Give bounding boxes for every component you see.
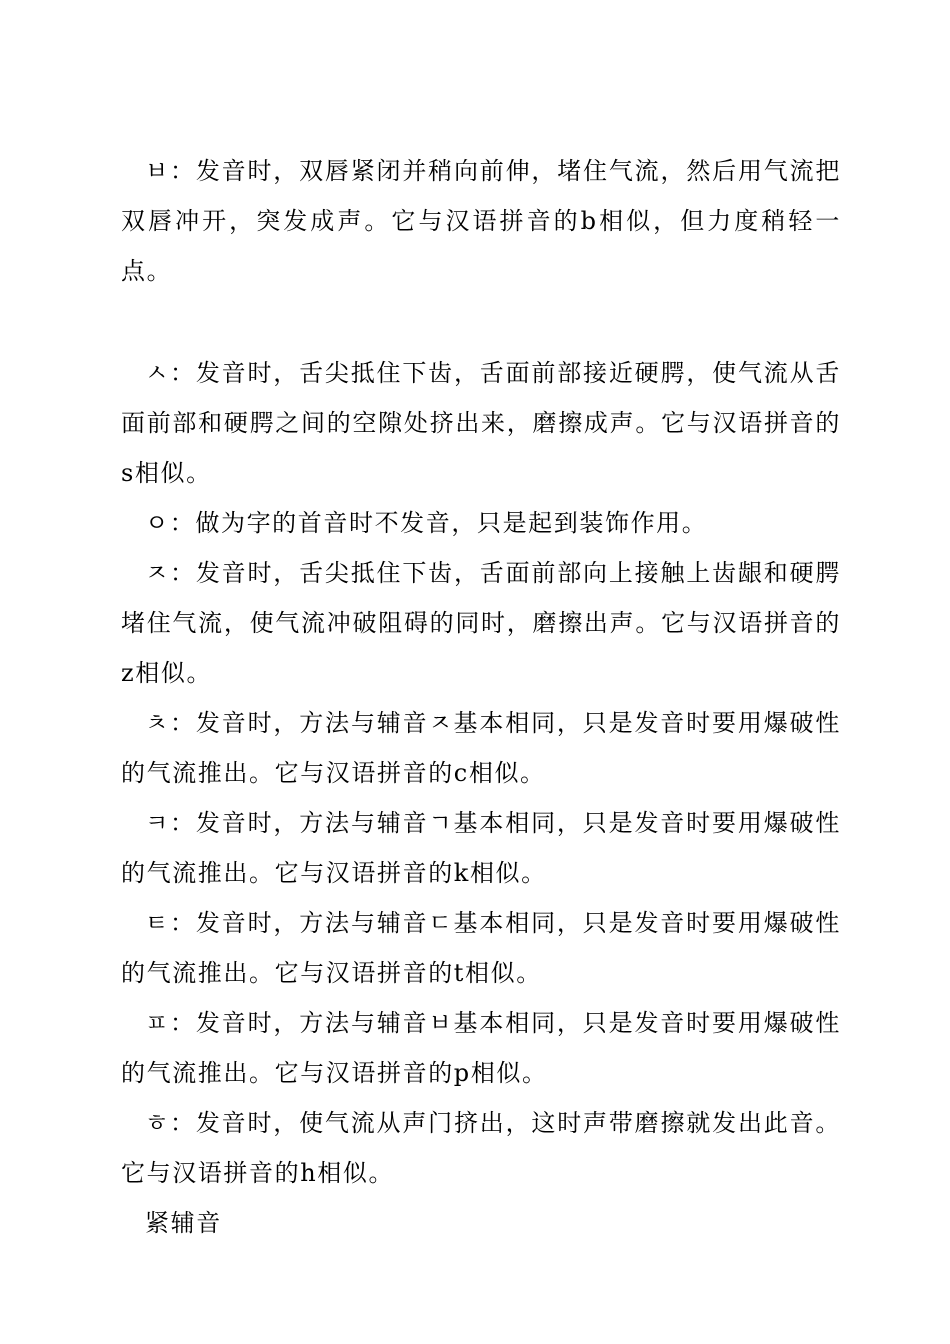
paragraph-consonant-h: ㅎ：发音时，使气流从声门挤出，这时声带磨擦就发出此音。它与汉语拼音的h相似。 — [121, 1109, 841, 1187]
paragraph-consonant-ng: ㅇ：做为字的首音时不发音，只是起到装饰作用。 — [145, 509, 708, 537]
paragraph-consonant-b: ㅂ：发音时，双唇紧闭并稍向前伸，堵住气流，然后用气流把双唇冲开，突发成声。它与汉语拼音的b相似，但力度稍轻一点。 — [121, 157, 841, 285]
paragraph-consonant-k: ㅋ：发音时，方法与辅音ㄱ基本相同，只是发音时要用爆破性的气流推出。它与汉语拼音的k相似。 — [121, 809, 841, 887]
document-body — [121, 146, 841, 1248]
paragraph-consonant-j: ㅈ：发音时，舌尖抵住下齿，舌面前部向上接触上齿龈和硬腭堵住气流，使气流冲破阻碍的同时，磨擦出声。它与汉语拼音的z相似。 — [121, 559, 841, 687]
paragraph-consonant-s: ㅅ：发音时，舌尖抵住下齿，舌面前部接近硬腭，使气流从舌面前部和硬腭之间的空隙处挤出来，磨擦成声。它与汉语拼音的s相似。 — [121, 359, 841, 487]
paragraph-consonant-t: ㅌ：发音时，方法与辅音ㄷ基本相同，只是发音时要用爆破性的气流推出。它与汉语拼音的t相似。 — [121, 909, 841, 987]
paragraph-consonant-ch: ㅊ：发音时，方法与辅音ㅈ基本相同，只是发音时要用爆破性的气流推出。它与汉语拼音的c相似。 — [121, 709, 841, 787]
paragraph-consonant-p: ㅍ：发音时，方法与辅音ㅂ基本相同，只是发音时要用爆破性的气流推出。它与汉语拼音的p相似。 — [121, 1009, 841, 1087]
section-heading-tense-consonants: 紧辅音 — [145, 1209, 222, 1237]
paragraph-gap — [121, 296, 841, 348]
